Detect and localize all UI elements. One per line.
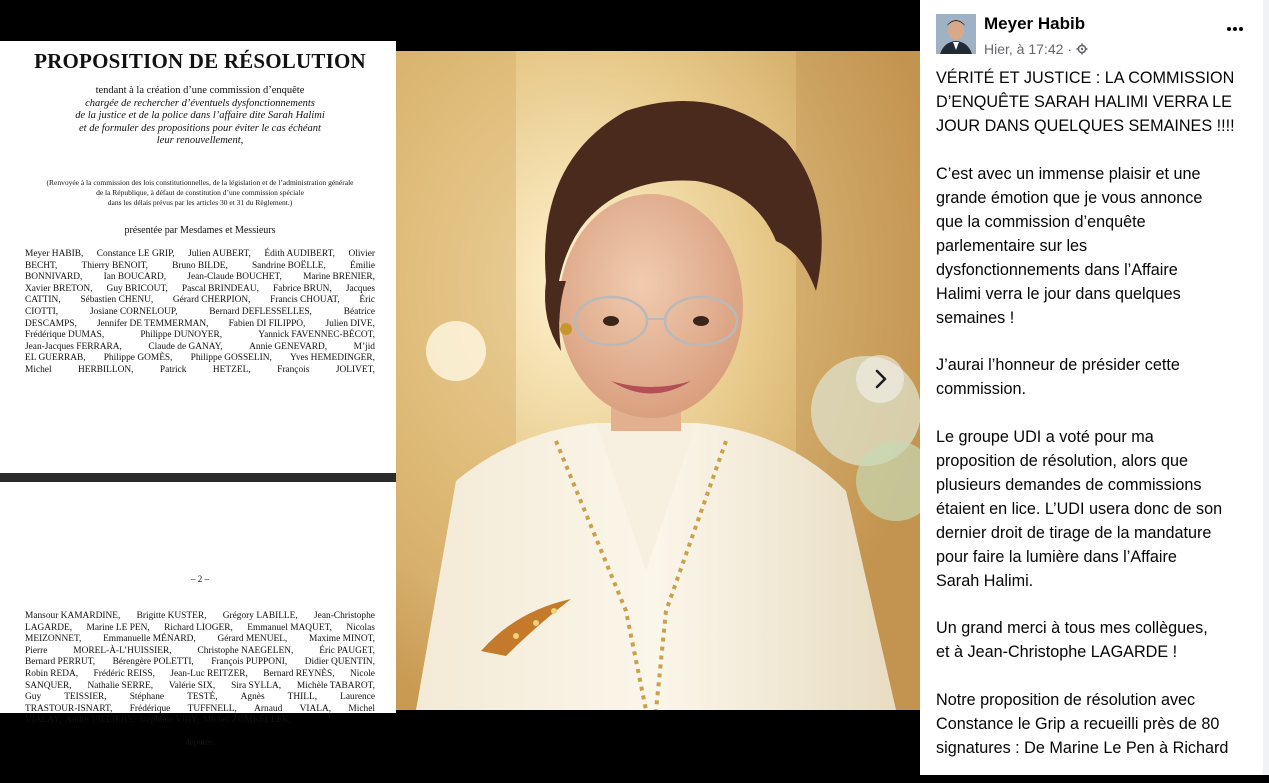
- post-line: Notre proposition de résolution avec: [936, 690, 1196, 709]
- signatory-name: JOLIVET,: [335, 364, 375, 375]
- signatory-name: Robin REDA,: [25, 668, 79, 679]
- signatory-name: Maxime MINOT,: [309, 634, 375, 645]
- signatory-name: M’jid: [353, 341, 375, 352]
- signatory-line: [25, 284, 375, 296]
- signatory-name: François PUPPONI,: [211, 657, 288, 668]
- subtitle-line: et de formuler des propositions pour éviter le cas échéant: [79, 122, 321, 134]
- signatory-name: TUFFNELL,: [187, 703, 237, 714]
- signatory-line: [25, 295, 375, 307]
- post-text: [936, 66, 1266, 783]
- more-dots-icon: [1226, 26, 1244, 32]
- signatory-line: [25, 623, 375, 635]
- signatory-line: [25, 634, 375, 646]
- subtitle-line: chargée de rechercher d’éventuels dysfonctionnements: [85, 97, 315, 109]
- document-page-1: [0, 41, 396, 473]
- signatory-name: Michel: [25, 364, 52, 375]
- post-line: Un grand merci à tous mes collègues,: [936, 619, 1208, 637]
- signatory-name: Fabien DI FILIPPO,: [228, 318, 306, 329]
- signatory-line: [25, 353, 375, 365]
- post-line: D’ENQUÊTE SARAH HALIMI VERRA LE: [936, 93, 1232, 111]
- signatory-name: VIALA,: [299, 703, 332, 714]
- signatory-line: [25, 611, 375, 623]
- signatory-line: [25, 261, 375, 273]
- signatory-name: Richard LIOGER,: [164, 622, 233, 633]
- signatory-name: Bernard PERRUT,: [25, 657, 96, 668]
- signatory-name: Xavier BRETON,: [25, 283, 93, 294]
- signatory-name: Jean-Christophe: [314, 611, 375, 621]
- signatory-name: Yves HEMEDINGER,: [290, 353, 375, 364]
- signatory-name: Thierry BENOIT,: [81, 260, 148, 271]
- signatory-line: [25, 319, 375, 331]
- post-line: étaient en lice. L’UDI usera donc de son: [936, 499, 1223, 518]
- post-line: Sarah Halimi.: [936, 571, 1034, 590]
- signatory-name: Michel: [348, 703, 375, 714]
- signatory-name: Bernard REYNÈS,: [263, 668, 335, 679]
- post-panel: [920, 0, 1269, 775]
- post-line: C’est avec un immense plaisir et une: [936, 164, 1201, 183]
- signatory-name: CIOTTI,: [25, 306, 59, 317]
- signatory-line: [25, 365, 375, 377]
- subtitle-line: tendant à la création d’une commission d’enquête: [95, 85, 305, 96]
- signatory-name: Olivier: [348, 249, 375, 259]
- signatory-name: Philippe GOSSELIN,: [190, 353, 272, 364]
- signatory-name: Francis CHOUAT,: [270, 295, 340, 306]
- document-page-2: [0, 482, 396, 747]
- signatory-name: Michèle TABAROT,: [296, 680, 375, 691]
- signatory-name: BECHT,: [25, 260, 58, 271]
- post-line: parlementaire sur les: [936, 236, 1088, 255]
- signatory-name: Bruno BILDE,: [172, 260, 228, 271]
- presented-by: présentée par Mesdames et Messieurs: [124, 225, 276, 236]
- subtitle-line: de la justice et de la police dans l’affaire dite Sarah Halimi: [75, 110, 325, 121]
- signatory-name: André VILLIERS,: [65, 715, 135, 726]
- post-line: J’aurai l’honneur de présider cette: [936, 356, 1180, 374]
- signatory-name: CATTIN,: [25, 295, 61, 306]
- signatory-name: HETZEL,: [212, 364, 251, 375]
- signatory-name: MEIZONNET,: [25, 634, 82, 645]
- signatory-name: Yannick FAVENNEC-BÉCOT,: [258, 330, 375, 341]
- avatar[interactable]: [936, 14, 976, 54]
- note-line: (Renvoyée à la commission des lois constitutionnelles, de la législation et de l’administration générale: [46, 178, 354, 187]
- signatory-name: Jacques: [345, 283, 375, 294]
- signatory-name: Jean-Luc REITZER,: [170, 668, 248, 679]
- signatory-name: Constance LE GRIP,: [96, 249, 175, 259]
- signatory-name: Philippe DUNOYER,: [140, 330, 223, 341]
- post-line: dysfonctionnements dans l’Affaire: [936, 260, 1178, 279]
- post-line: dernier droit de tirage de la mandature: [936, 523, 1212, 542]
- signatory-name: Guy: [25, 692, 42, 703]
- subtitle-line: leur renouvellement,: [156, 135, 244, 146]
- post-timestamp[interactable]: Hier, à 17:42: [984, 41, 1064, 57]
- signatory-name: Stéphane: [129, 692, 165, 703]
- scrollbar[interactable]: [1263, 0, 1269, 775]
- post-line: grande émotion que je vous annonce: [936, 188, 1203, 207]
- post-paragraph: [936, 162, 1266, 330]
- signatory-name: TEISSIER,: [64, 692, 107, 703]
- post-line: Halimi verra le jour dans quelques: [936, 284, 1181, 303]
- signatory-name: Éric: [359, 295, 375, 306]
- signatory-name: Didier QUENTIN,: [304, 657, 375, 668]
- signatory-name: Mansour KAMARDINE,: [25, 611, 121, 621]
- signatory-name: Ian BOUCARD,: [103, 272, 167, 283]
- post-line: plusieurs demandes de commissions: [936, 475, 1202, 494]
- post-line: signatures : De Marine Le Pen à Richard: [936, 738, 1229, 757]
- signatory-name: THILL,: [287, 692, 318, 703]
- signatory-line: [25, 704, 375, 716]
- signatory-name: Sandrine BOËLLE,: [251, 260, 326, 271]
- signatory-name: Julien AUBERT,: [188, 249, 251, 259]
- signatory-line: [25, 272, 375, 284]
- post-line: et à Jean-Christophe LAGARDE !: [936, 643, 1178, 661]
- signatory-name: Patrick: [159, 364, 187, 375]
- separator-dot: ·: [1067, 41, 1073, 57]
- signatory-name: TESTÉ,: [187, 692, 218, 703]
- page-separator: [0, 473, 396, 482]
- page-number: – 2 –: [191, 574, 209, 584]
- signatory-name: François: [277, 364, 310, 375]
- post-paragraph: [936, 425, 1266, 593]
- post-line: commission.: [936, 380, 1026, 398]
- signatory-line: [25, 657, 375, 669]
- signatory-line: [25, 669, 375, 681]
- signatory-name: Bernard DEFLESSELLES,: [209, 306, 312, 317]
- post-paragraph: [936, 66, 1266, 138]
- gear-icon[interactable]: [1076, 43, 1088, 55]
- signatory-line: [25, 681, 375, 693]
- signatory-name: Nicolas: [346, 622, 375, 633]
- post-meta: [984, 41, 1088, 57]
- signatory-name: Marine LE PEN,: [86, 622, 150, 633]
- signatory-name: Guy BRICOUT,: [106, 283, 168, 294]
- signatory-name: Laurence: [340, 692, 375, 703]
- signatory-name: Sira SYLLA,: [231, 680, 282, 691]
- signatories-list-page-2: [25, 611, 375, 727]
- signatory-name: Brigitte KUSTER,: [136, 611, 207, 621]
- signatory-name: Gérard CHERPION,: [172, 295, 251, 306]
- signatory-line: [25, 342, 375, 354]
- signatory-name: Christophe NAEGELEN,: [197, 645, 294, 656]
- signatory-name: Annie GENEVARD,: [249, 341, 328, 352]
- signatory-name: SANQUER,: [25, 680, 72, 691]
- signatory-name: Claude de GANAY,: [148, 341, 223, 352]
- signatory-name: Gérard MENUEL,: [217, 634, 288, 645]
- signatory-name: EL GUERRAB,: [25, 353, 86, 364]
- signatory-name: DESCAMPS,: [25, 318, 77, 329]
- signatory-name: VIALAY,: [25, 715, 62, 726]
- signatory-name: Nicole: [349, 668, 375, 679]
- signatory-name: HERBILLON,: [78, 364, 134, 375]
- document-title: PROPOSITION DE RÉSOLUTION: [34, 49, 366, 73]
- post-line: Constance le Grip a recueilli près de 80: [936, 714, 1220, 733]
- signatory-name: Frédérique DUMAS,: [25, 330, 105, 341]
- signatory-line: [25, 715, 375, 727]
- note-line: de la République, à défaut de constitution d’une commission spéciale: [96, 188, 304, 197]
- post-paragraph: [936, 616, 1266, 664]
- post-paragraph: [936, 688, 1266, 760]
- signatory-name: Pierre: [25, 645, 48, 656]
- signatory-name: Pascal BRINDEAU,: [181, 283, 259, 294]
- signatory-name: Philippe GOMÈS,: [103, 353, 173, 364]
- deputes-label: députés.: [185, 737, 215, 747]
- post-line: VÉRITÉ ET JUSTICE : LA COMMISSION: [936, 69, 1235, 87]
- post-line: Le groupe UDI a voté pour ma: [936, 427, 1154, 446]
- signatory-line: [25, 249, 375, 261]
- post-line: que la commission d’enquête: [936, 212, 1146, 231]
- signatory-name: BONNIVARD,: [25, 272, 83, 283]
- signatory-name: Josiane CORNELOUP,: [89, 306, 178, 317]
- post-line: semaines !: [936, 308, 1015, 327]
- signatory-line: [25, 330, 375, 342]
- signatory-name: Fabrice BRUN,: [272, 283, 332, 294]
- signatory-name: Emmanuel MAQUET,: [247, 622, 332, 633]
- signatory-name: Valérie SIX,: [168, 680, 216, 691]
- signatory-name: MOREL-À-L’HUISSIER,: [73, 645, 172, 656]
- signatory-name: Frédérique: [129, 703, 171, 714]
- post-line: JOUR DANS QUELQUES SEMAINES !!!!: [936, 117, 1235, 135]
- signatory-name: Jean-Claude BOUCHET,: [187, 272, 282, 283]
- post-line: pour faire la lumière dans l’Affaire: [936, 547, 1177, 566]
- signatory-name: Julien DIVE,: [325, 318, 375, 329]
- document-scan: [0, 41, 396, 747]
- signatory-name: Éric PAUGET,: [319, 645, 375, 656]
- signatory-name: Grégory LABILLE,: [222, 611, 298, 621]
- more-options-button[interactable]: [1220, 18, 1250, 40]
- signatory-name: Emmanuelle MÉNARD,: [103, 634, 196, 645]
- post-line: proposition de résolution, alors que: [936, 451, 1188, 470]
- signatory-name: Frédéric REISS,: [93, 668, 155, 679]
- signatory-line: [25, 692, 375, 704]
- signatory-name: LAGARDE,: [25, 622, 73, 633]
- signatory-name: Émilie: [350, 260, 375, 271]
- document-note: [26, 178, 374, 208]
- post-paragraph: [936, 353, 1266, 401]
- document-subtitle: [50, 85, 350, 148]
- signatory-name: Bérengère POLETTI,: [112, 657, 194, 668]
- signatory-name: Stéphane VIRY,: [138, 715, 199, 726]
- signatory-name: Arnaud: [254, 703, 283, 714]
- signatory-name: Édith AUDIBERT,: [264, 249, 335, 259]
- signatory-name: Meyer HABIB,: [25, 249, 84, 259]
- portrait-photo: [396, 51, 920, 710]
- signatory-name: Jean-Jacques FERRARA,: [25, 341, 122, 352]
- next-photo-button[interactable]: [856, 355, 904, 403]
- signatory-name: TRASTOUR-ISNART,: [25, 703, 113, 714]
- chevron-right-icon: [868, 367, 892, 391]
- signatory-name: Jennifer DE TEMMERMAN,: [96, 318, 209, 329]
- post-author[interactable]: Meyer Habib: [984, 14, 1086, 33]
- signatory-name: Béatrice: [343, 306, 375, 317]
- signatory-name: Agnès: [240, 692, 265, 703]
- signatory-name: Michel ZUMKELLER,: [202, 715, 291, 726]
- signatory-line: [25, 646, 375, 658]
- signatory-name: Nathalie SERRE,: [87, 680, 154, 691]
- signatory-name: Sébastien CHENU,: [80, 295, 154, 306]
- signatory-line: [25, 307, 375, 319]
- note-line: dans les délais prévus par les articles 30 et 31 du Règlement.): [107, 198, 293, 207]
- signatories-list-page-1: [25, 249, 375, 377]
- signatory-name: Marine BRENIER,: [303, 272, 375, 283]
